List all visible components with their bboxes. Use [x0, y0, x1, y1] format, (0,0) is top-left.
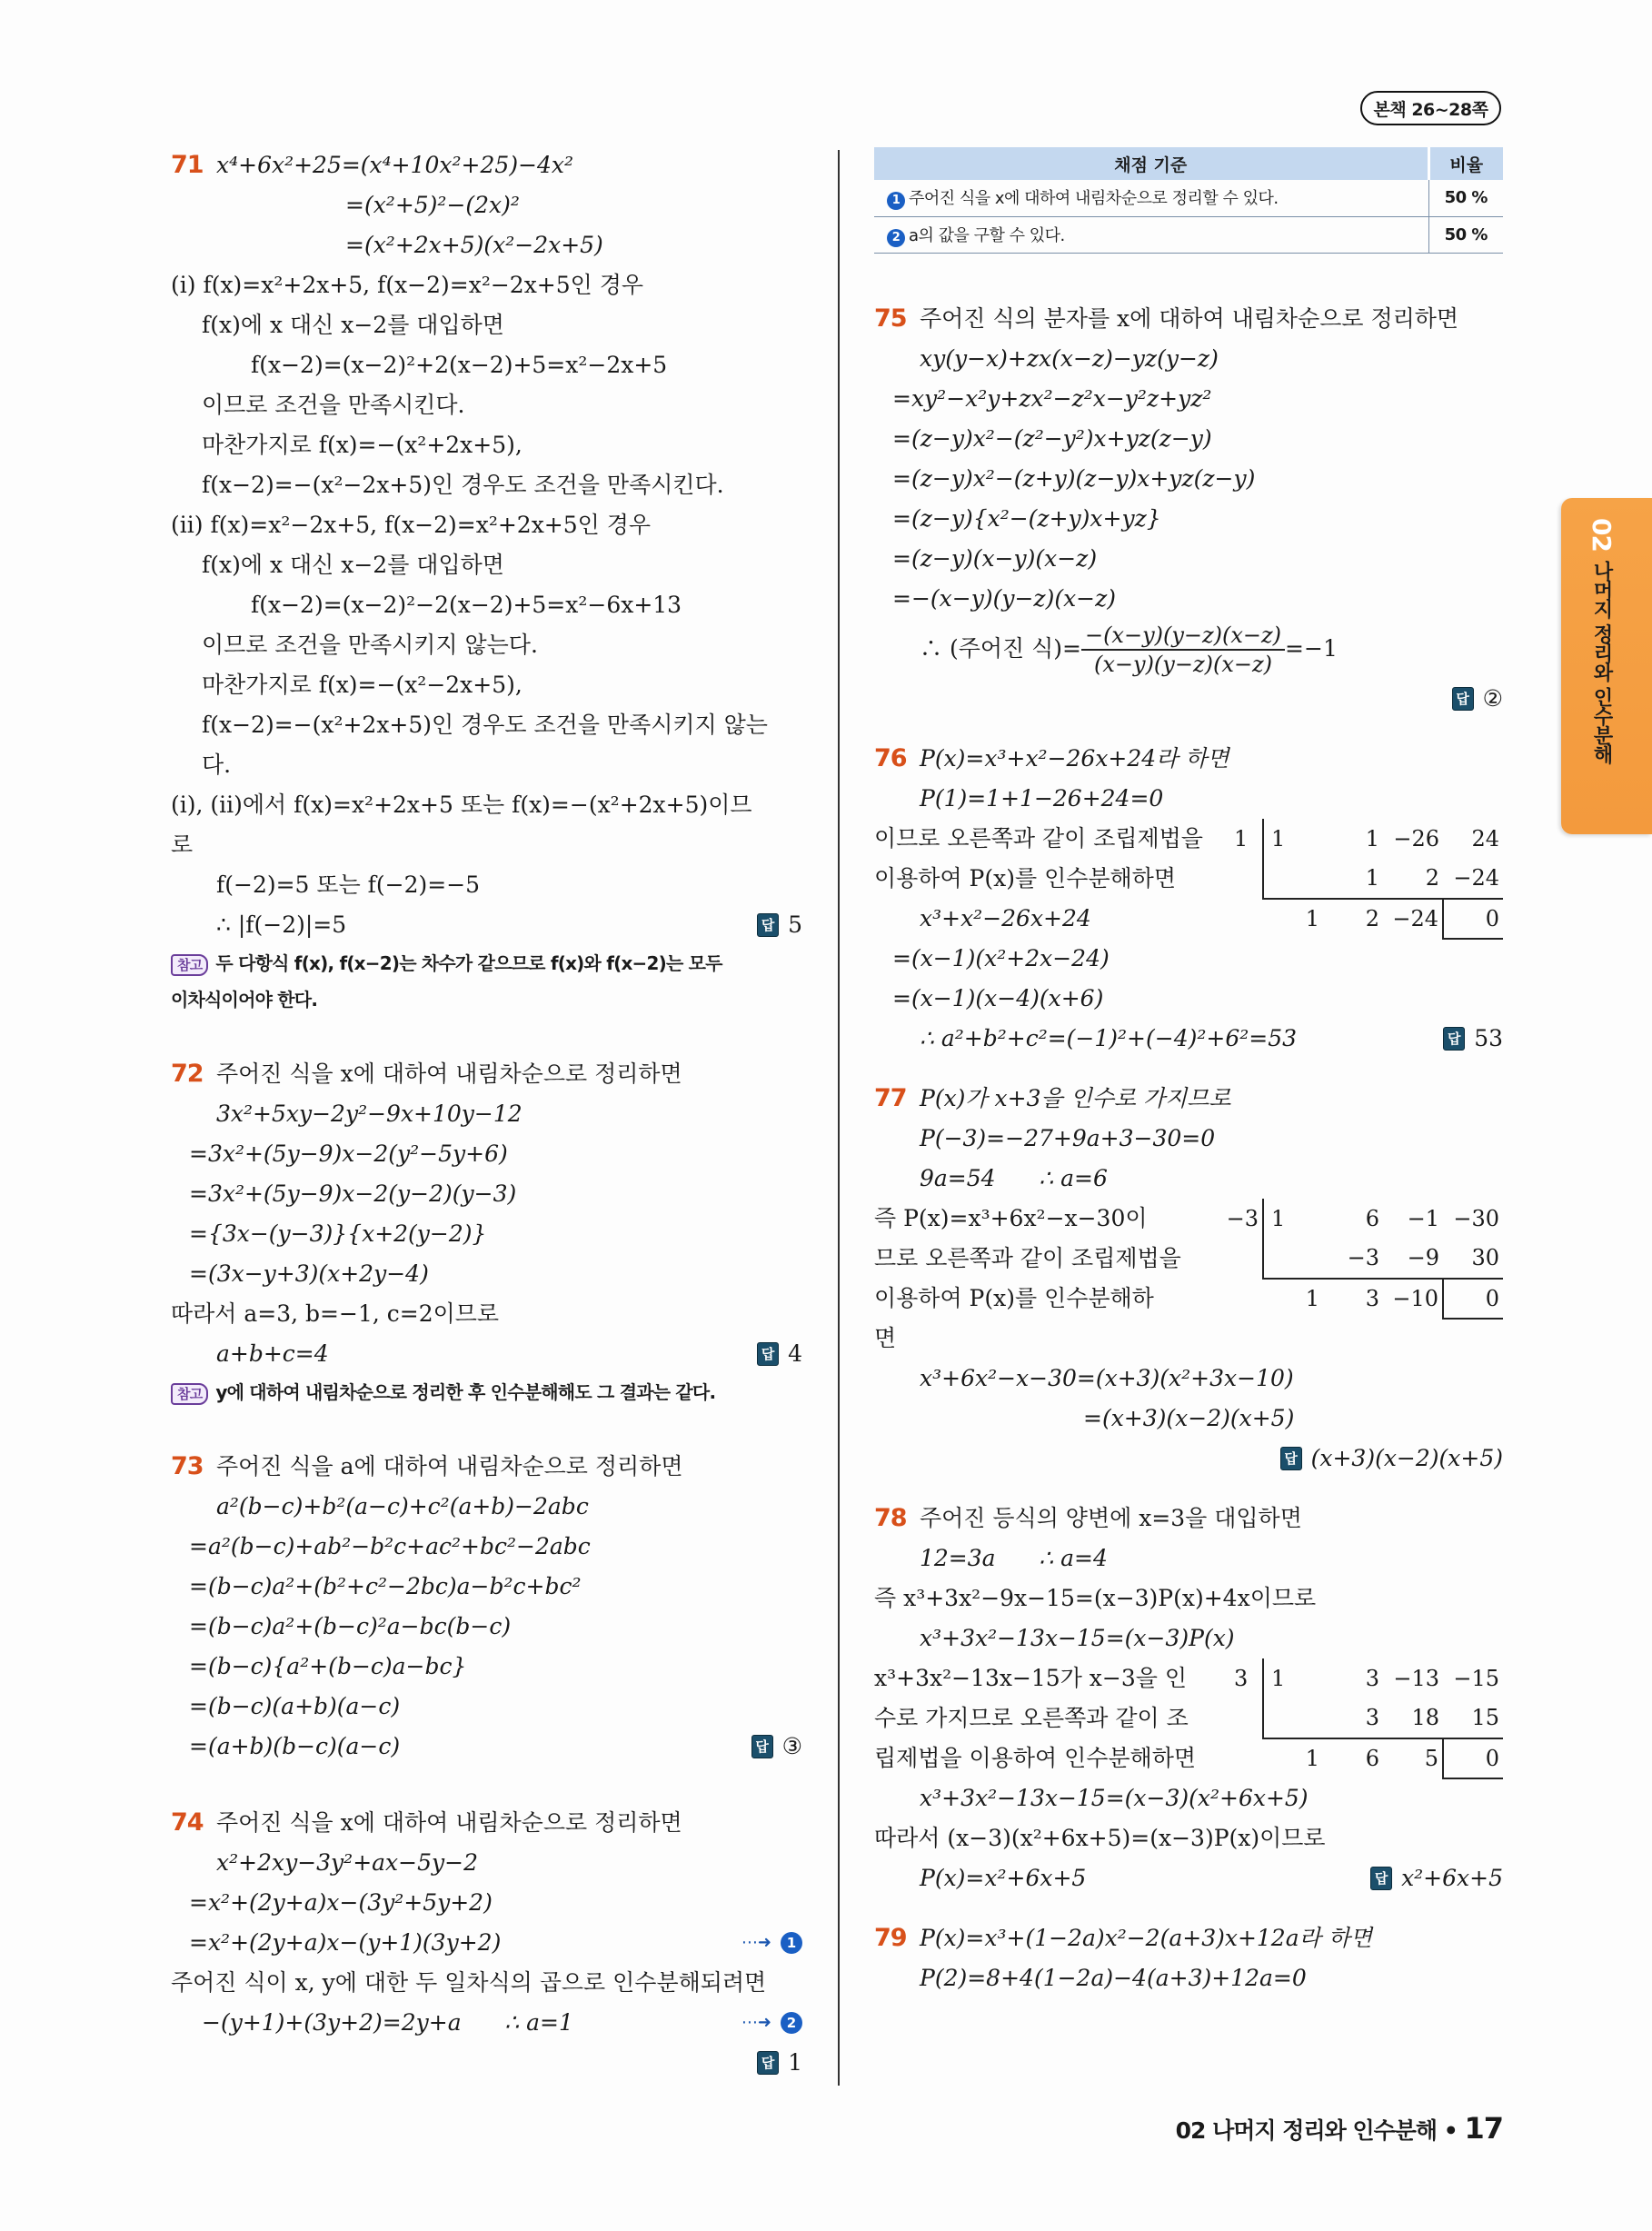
answer-marker: 답 1	[757, 2043, 802, 2083]
problem-75: 75 주어진 식의 분자를 x에 대하여 내림차순으로 정리하면 xy(y−x)+zx(x−z)−yz(y−z) =xy²−x²y+zx²−z²x−y²z+yz² =(z−y)x²−(z²−y²)x+yz(z−y) =(z−y)x²−(z+y)(z−y)x+yz(z−y) =(z−y){x²−(z+y)x+yz} =(z−y)(x−y)(x−z) =−(x−y)(y−z)(x−z) ∴ (주어진 식)= $\frac{-(x-y)(y-z)(x-z)}{(x-y)(y-z)(x-z)}$ =−1 답 ②	[874, 299, 1503, 719]
answer-marker: 답 (x+3)(x−2)(x+5)	[1280, 1439, 1503, 1479]
note-badge-icon: 참고	[171, 1383, 208, 1405]
step-1-icon: 1	[781, 1932, 802, 1954]
answer-marker: 답 ②	[1452, 679, 1503, 719]
problem-number: 76	[874, 743, 907, 772]
arrow-icon: ⋯➜	[741, 2013, 771, 2032]
arrow-icon: ⋯➜	[741, 1933, 771, 1952]
problem-72: 72 주어진 식을 x에 대하여 내림차순으로 정리하면 3x²+5xy−2y²−9x+10y−12 =3x²+(5y−9)x−2(y²−5y+6) =3x²+(5y−9)x−2(y−2)(y−3) ={3x−(y−3)}{x+2(y−2)} =(3x−y+3)(x+2y−4) 따라서 a=3, b=−1, c=2이므로 a+b+c=4 답 4 참고 y에 대하여 내림차순으로 정리한 후 인수분해해도 그 결과는 같다.	[171, 1054, 802, 1410]
answer-icon: 답	[757, 1342, 779, 1366]
synthetic-division: −3 1 6 −1 −30 −3 −9 30 1 3 −10 0	[1227, 1199, 1503, 1320]
problem-78: 78 주어진 등식의 양변에 x=3을 대입하면 12=3a ∴ a=4 즉 x³+3x²−9x−15=(x−3)P(x)+4x이므로 x³+3x²−13x−15=(x−3)P(x) x³+3x²−13x−15가 x−3을 인 수로 가지므로 오른쪽과 같이 조 립제법을 이용하여 인수분해하면 x³+3x²−13x−15=(x−3)(x²+6x+5) 따라서 (x−3)(x²+6x+5)=(x−3)P(x)이므로 P(x)=x²+6x+5 답 x²+6x+5 3 1 3 −13 −15 3 18 15 1 6 5 0	[874, 1499, 1503, 1898]
answer-marker: 답 4	[757, 1334, 802, 1374]
answer-icon: 답	[1280, 1447, 1302, 1470]
table-row: 2 a의 값을 구할 수 있다. 50 %	[874, 216, 1503, 253]
problem-76: 76 P(x)=x³+x²−26x+24라 하면 P(1)=1+1−26+24=0 이므로 오른쪽과 같이 조립제법을 이용하여 P(x)를 인수분해하면 x³+x²−26x+24 =(x−1)(x²+2x−24) =(x−1)(x−4)(x+6) ∴ a²+b²+c²=(−1)²+(−4)²+6²=53 답 53 1 1 1 −26 24 1 2 −24 1 2 −24 0	[874, 739, 1503, 1059]
answer-icon: 답	[751, 1735, 773, 1758]
note: 참고 두 다항식 f(x), f(x−2)는 차수가 같으므로 f(x)와 f(x−2)는 모두	[171, 945, 802, 981]
problem-74: 74 주어진 식을 x에 대하여 내림차순으로 정리하면 x²+2xy−3y²+ax−5y−2 =x²+(2y+a)x−(3y²+5y+2) =x²+(2y+a)x−(y+1)(3y+2) ⋯➜ 1 주어진 식이 x, y에 대한 두 일차식의 곱으로 인수분해되려면 −(y+1)+(3y+2)=2y+a ∴ a=1 ⋯➜ 2 답 1	[171, 1803, 802, 2083]
footer-chapter: 02 나머지 정리와 인수분해	[1175, 2117, 1438, 2144]
synthetic-division: 1 1 1 −26 24 1 2 −24 1 2 −24 0	[1234, 819, 1503, 940]
problem-79: 79 P(x)=x³+(1−2a)x²−2(a+3)x+12a라 하면 P(2)=8+4(1−2a)−4(a+3)+12a=0	[874, 1918, 1503, 1998]
problem-number: 72	[171, 1060, 204, 1088]
chapter-number: 02	[1587, 518, 1617, 552]
page-reference-badge: 본책 26~28쪽	[1360, 91, 1501, 125]
grading-header-criterion: 채점 기준	[874, 147, 1428, 180]
answer-marker: 답 x²+6x+5	[1370, 1858, 1503, 1898]
step-1-icon: 1	[887, 192, 905, 210]
chapter-title: 나머지 정리와 인수분해	[1590, 560, 1613, 764]
answer-icon: 답	[757, 913, 779, 937]
note: 참고 y에 대하여 내림차순으로 정리한 후 인수분해해도 그 결과는 같다.	[171, 1374, 802, 1410]
left-column	[171, 145, 802, 2083]
problem-number: 77	[874, 1083, 907, 1112]
problem-71: 71 x⁴+6x²+25=(x⁴+10x²+25)−4x² =(x²+5)²−(2x)² =(x²+2x+5)(x²−2x+5) (ⅰ) f(x)=x²+2x+5, f(x−2)=x²−2x+5인 경우 f(x)에 x 대신 x−2를 대입하면 f(x−2)=(x−2)²+2(x−2)+5=x²−2x+5 이므로 조건을 만족시킨다. 마찬가지로 f(x)=−(x²+2x+5), f(x−2)=−(x²−2x+5)인 경우도 조건을 만족시킨다. (ⅱ) f(x)=x²−2x+5, f(x−2)=x²+2x+5인 경우 f(x)에 x 대신 x−2를 대입하면 f(x−2)=(x−2)²−2(x−2)+5=x²−6x+13 이므로 조건을 만족시키지 않는다. 마찬가지로 f(x)=−(x²−2x+5), f(x−2)=−(x²+2x+5)인 경우도 조건을 만족시키지 않는 다. (ⅰ), (ⅱ)에서 f(x)=x²+2x+5 또는 f(x)=−(x²+2x+5)이므 로 f(−2)=5 또는 f(−2)=−5 ∴ |f(−2)|=5 답 5 참고 두 다항식 f(x), f(x−2)는 차수가 같으므로 f(x)와 f(x−2)는 모두 이차식이어야 한다.	[171, 145, 802, 1018]
problem-73: 73 주어진 식을 a에 대하여 내림차순으로 정리하면 a²(b−c)+b²(a−c)+c²(a+b)−2abc =a²(b−c)+ab²−b²c+ac²+bc²−2abc =(b−c)a²+(b²+c²−2bc)a−b²c+bc² =(b−c)a²+(b−c)²a−bc(b−c) =(b−c){a²+(b−c)a−bc} =(b−c)(a+b)(a−c) =(a+b)(b−c)(a−c) 답 ③	[171, 1447, 802, 1767]
step-2-icon: 2	[781, 2012, 802, 2034]
problem-number: 75	[874, 304, 907, 333]
footer-separator: •	[1443, 2117, 1458, 2144]
table-row: 1 주어진 식을 x에 대하여 내림차순으로 정리할 수 있다. 50 %	[874, 180, 1503, 216]
answer-marker: 답 53	[1443, 1019, 1503, 1059]
answer-marker: 답 ③	[751, 1727, 802, 1767]
problem-77: 77 P(x)가 x+3을 인수로 가지므로 P(−3)=−27+9a+3−30=0 9a=54 ∴ a=6 즉 P(x)=x³+6x²−x−30이 므로 오른쪽과 같이 조립제법을 이용하여 P(x)를 인수분해하 면 x³+6x²−x−30=(x+3)(x²+3x−10) =(x+3)(x−2)(x+5) 답 (x+3)(x−2)(x+5) −3 1 6 −1 −30 −3 −9 30 1 3 −10 0	[874, 1079, 1503, 1479]
column-divider	[838, 150, 840, 2086]
problem-number: 78	[874, 1503, 907, 1532]
page-footer	[1176, 2111, 1503, 2146]
step-2-icon: 2	[887, 229, 905, 247]
synthetic-division: 3 1 3 −13 −15 3 18 15 1 6 5 0	[1234, 1658, 1503, 1779]
problem-number: 79	[874, 1923, 907, 1952]
answer-icon: 답	[1443, 1027, 1465, 1051]
step-marker-2	[741, 2003, 802, 2043]
fraction: $\frac{-(x-y)(y-z)(x-z)}{(x-y)(y-z)(x-z)}$	[1081, 622, 1285, 678]
answer-marker: 답 5	[757, 905, 802, 945]
problem-number: 71	[171, 151, 204, 179]
answer-icon: 답	[1370, 1867, 1392, 1890]
problem-number: 74	[171, 1808, 204, 1837]
grading-table	[874, 147, 1503, 254]
note-badge-icon: 참고	[171, 954, 208, 976]
grading-header-ratio: 비율	[1428, 147, 1503, 180]
page-number: 17	[1464, 2111, 1503, 2146]
problem-number: 73	[171, 1452, 204, 1480]
answer-icon: 답	[1452, 687, 1474, 711]
step-marker-1	[741, 1923, 802, 1963]
answer-icon: 답	[757, 2051, 779, 2075]
right-column	[874, 145, 1503, 1998]
chapter-tab[interactable]	[1561, 498, 1652, 834]
